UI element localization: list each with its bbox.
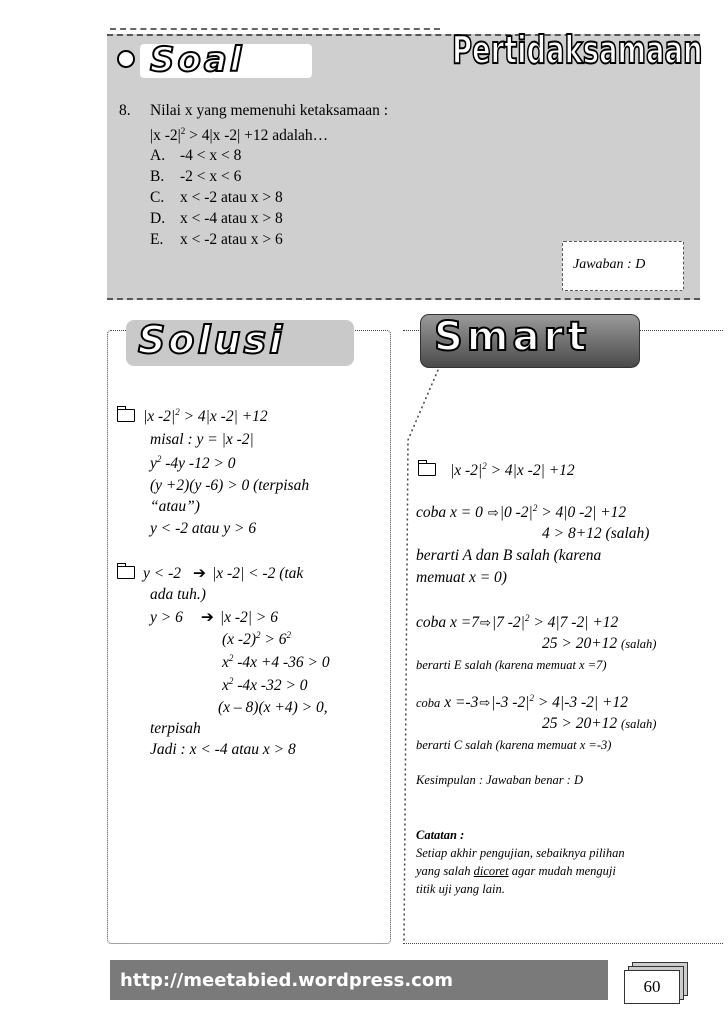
option-b: B. -2 < x < 6	[150, 168, 242, 185]
option-c: C. x < -2 atau x > 8	[150, 189, 283, 206]
smart-line-1: |x $-2|^2 > 4|x$ -2| +12	[418, 461, 575, 480]
smart-line-2: coba x = 0 ⇨|0 $-2|^2 > 4|0$ -2| +12	[416, 503, 627, 522]
page-number: 60	[624, 970, 680, 1004]
smart-line-3: 4 > 8+12 (salah)	[542, 525, 650, 542]
solusi-line-2: misal : y = |x -2|	[150, 431, 254, 448]
question-expression: |x $-2|^2 > 4|x$ -2| +12 adalah…	[150, 126, 329, 145]
note-line-1: Setiap akhir pengujian, sebaiknya pilihan	[416, 846, 625, 860]
solusi-line-8: ada tuh.)	[150, 586, 206, 603]
soal-label: Soal	[150, 40, 245, 80]
circle-icon	[117, 50, 135, 68]
smart-line-11: berarti C salah (karena memuat x =-3)	[416, 738, 612, 752]
option-e: E. x < -2 atau x > 6	[150, 231, 283, 248]
smart-line-4: berarti A dan B salah (karena	[416, 547, 602, 564]
smart-line-9: coba x =-3⇨|-3 $-2|^2 > 4|-3$ -2| +12	[416, 693, 628, 712]
solusi-heading: Solusi	[138, 318, 286, 362]
solusi-line-5: “atau”)	[150, 498, 200, 515]
note-line-2: yang salah dicoret agar mudah menguji	[416, 864, 616, 878]
smart-line-8: berarti E salah (karena memuat x =7)	[416, 658, 607, 672]
note-line-3: titik uji yang lain.	[416, 882, 505, 896]
answer-box: Jawaban : D	[562, 241, 684, 291]
conclusion: Kesimpulan : Jawaban benar : D	[416, 773, 583, 787]
arrow-right-icon: ➔	[193, 565, 207, 582]
smart-heading: Smart	[434, 314, 591, 360]
hollow-arrow-right-icon: ⇨	[487, 505, 499, 521]
solusi-line-7: y < -2 ➔ |x -2| < -2 (tak	[117, 564, 303, 583]
page-title: Pertidaksamaan	[452, 28, 703, 72]
solusi-line-10: (x $-2)^2 > 6^2$	[222, 630, 291, 649]
smart-line-10: 25 > 20+12 (salah)	[542, 715, 657, 732]
arrow-right-icon: ➔	[200, 609, 214, 626]
solusi-line-13: (x – 8)(x +4) > 0,	[218, 699, 328, 716]
option-d: D. x < -4 atau x > 8	[150, 210, 283, 227]
solusi-line-14: terpisah	[150, 720, 201, 737]
smart-line-5: memuat x = 0)	[416, 569, 507, 586]
option-a: A. -4 < x < 8	[150, 147, 242, 164]
folder-icon	[117, 409, 135, 422]
solusi-line-4: (y +2)(y -6) > 0 (terpisah	[150, 477, 310, 494]
smart-line-6: coba x =7⇨|7 $-2|^2 > 4|7$ -2| +12	[416, 613, 619, 632]
solusi-line-9: y > 6 ➔ |x -2| > 6	[150, 609, 278, 626]
solusi-line-11: $x^2$ -4x +4 -36 > 0	[222, 653, 330, 672]
note-title: Catatan :	[416, 828, 465, 842]
hollow-arrow-right-icon: ⇨	[479, 615, 491, 631]
footer-url[interactable]: http://meetabied.wordpress.com	[120, 970, 453, 991]
question-prompt: Nilai x yang memenuhi ketaksamaan :	[150, 102, 389, 119]
solusi-line-15: Jadi : x < -4 atau x > 8	[150, 741, 296, 758]
smart-line-7: 25 > 20+12 (salah)	[542, 635, 657, 652]
solusi-line-3: $y^2$ -4y -12 > 0	[150, 454, 236, 473]
folder-icon	[117, 566, 135, 579]
question-number: 8.	[119, 102, 131, 119]
solusi-line-12: $x^2$ -4x -32 > 0	[222, 676, 308, 695]
hollow-arrow-right-icon: ⇨	[479, 695, 491, 711]
solusi-line-6: y < -2 atau y > 6	[150, 520, 257, 537]
folder-icon	[418, 463, 436, 476]
solusi-line-1: |x $-2|^2 > 4|x$ -2| +12	[117, 407, 268, 426]
